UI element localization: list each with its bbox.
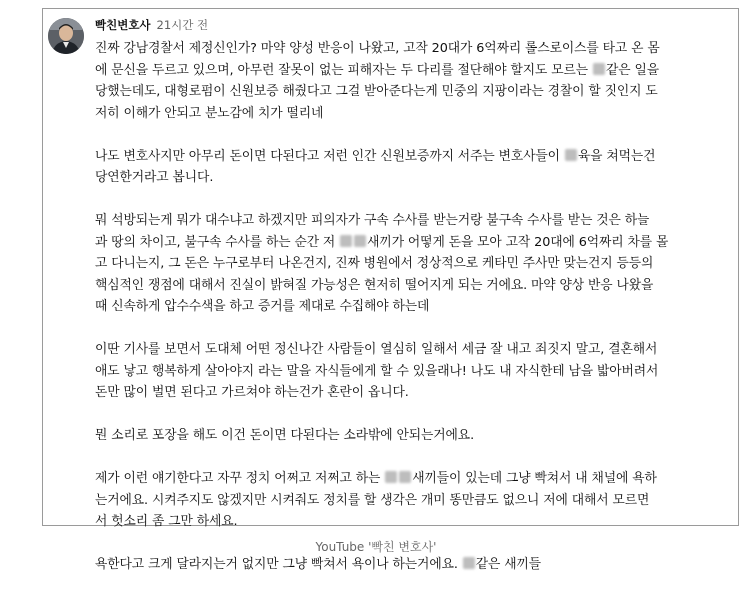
comment-line — [95, 468, 735, 490]
censored-text-blur — [340, 235, 352, 247]
comment-text-segment: 뭐 석방되는게 뭐가 대수냐고 하겠지만 피의자가 구속 수사를 받는거랑 불구속 수사를 받는 것은 하늘 — [95, 213, 650, 228]
comment-line — [95, 361, 735, 383]
comment-text-segment: 당했는데도, 대형로펌이 신원보증 해줬다고 그걸 받아준다는게 민중의 지팡이라는 경찰이 할 짓인지 도 — [95, 84, 658, 99]
comment-text-segment: 진짜 강남경찰서 제정신인가? 마약 양성 반응이 나왔고, 고작 20대가 6억짜리 롤스로이스를 타고 온 몸 — [95, 41, 660, 56]
comment-text-segment: 이딴 기사를 보면서 도대체 어떤 정신나간 사람들이 열심히 일해서 세금 잘 내고 죄짓지 말고, 결혼해서 — [95, 342, 658, 357]
comment-text-segment: 핵심적인 쟁점에 대해서 진실이 밝혀질 가능성은 현저히 떨어지게 되는 거에요. 마약 양상 반응 나왔을 — [95, 277, 654, 293]
comment-text-segment: 나도 변호사지만 아무리 돈이면 다된다고 저런 인간 신원보증까지 서주는 변호사들이 — [95, 148, 564, 164]
comment-text-segment: 같은 새끼들 — [475, 557, 542, 572]
comment-text-segment: 고 다니는지, 그 돈은 누구로부터 나온건지, 진짜 병원에서 정상적으로 케타민 주사만 맞는건지 등등의 — [95, 256, 654, 271]
censored-text-blur — [385, 471, 397, 483]
comment-line — [95, 38, 735, 60]
image-caption: YouTube '빡친 변호사' — [315, 540, 437, 554]
comment-text-segment: 애도 낳고 행복하게 살아야지 라는 말을 자식들에게 할 수 있을래나! 나도 내 자식한테 남을 밟아버려서 — [95, 363, 659, 379]
comment-paragraph — [95, 468, 735, 533]
comment-text-segment: 과 땅의 차이고, 불구속 수사를 하는 순간 저 — [95, 234, 340, 250]
comment-text-segment: 에 문신을 두르고 있으며, 아무런 잘못이 없는 피해자는 두 다리를 절단해야 할지도 모르는 — [95, 62, 592, 78]
comment-text-segment: 욕한다고 크게 달라지는거 없지만 그냥 빡쳐서 욕이나 하는거에요. — [95, 557, 462, 572]
comment-text-segment: 제가 이런 얘기한다고 자꾸 정치 어쩌고 저쩌고 하는 — [95, 471, 385, 486]
comment-line — [95, 103, 735, 125]
censored-text-blur — [565, 149, 577, 161]
comment-line — [95, 490, 735, 512]
comment-text-segment: 새끼들이 있는데 그냥 빡쳐서 내 채널에 욕하 — [412, 471, 657, 486]
comment-text-segment: 새끼가 어떻게 돈을 모아 고작 20대에 6억짜리 차를 몰 — [367, 234, 669, 250]
comment-paragraph — [95, 339, 735, 404]
comment-paragraph — [95, 38, 735, 124]
comment-text — [95, 38, 735, 597]
comment-paragraph — [95, 425, 735, 447]
comment-line — [95, 232, 735, 254]
comment-line — [95, 210, 735, 232]
person-avatar-icon — [48, 18, 84, 54]
comment-line — [95, 382, 735, 404]
comment-line — [95, 275, 735, 297]
comment-line — [95, 511, 735, 533]
comment-text-segment: 당연한거라고 봅니다. — [95, 170, 214, 185]
censored-text-blur — [463, 557, 475, 569]
comment-text-segment: 같은 일을 — [605, 62, 659, 78]
author-avatar[interactable] — [48, 18, 84, 54]
comment-line — [95, 339, 735, 361]
comment-paragraph — [95, 146, 735, 189]
comment-line — [95, 425, 735, 447]
comment-text-segment: 뭔 소리로 포장을 해도 이건 돈이면 다된다는 소라밖에 안되는거에요. — [95, 428, 475, 443]
comment-text-segment: 서 헛소리 좀 그만 하세요. — [95, 514, 238, 529]
censored-text-blur — [399, 471, 411, 483]
comment-line — [95, 81, 735, 103]
comment-timestamp[interactable]: 21시간 전 — [156, 18, 209, 32]
censored-text-blur — [593, 63, 605, 75]
comment-line — [95, 253, 735, 275]
comment-paragraph — [95, 210, 735, 318]
comment-text-segment: 돈만 많이 벌면 된다고 가르쳐야 하는건가 혼란이 옵니다. — [95, 385, 409, 400]
comment-line — [95, 296, 735, 318]
censored-text-blur — [354, 235, 366, 247]
comment-text-segment: 저히 이해가 안되고 분노감에 치가 떨리네 — [95, 105, 324, 121]
comment-line — [95, 167, 735, 189]
comment-header — [95, 18, 208, 32]
comment-line — [95, 146, 735, 168]
comment-text-segment: 때 신속하게 압수수색을 하고 증거를 제대로 수집해야 하는데 — [95, 299, 430, 314]
comment-text-segment: 육을 쳐먹는건 — [577, 148, 656, 164]
comment-line — [95, 60, 735, 82]
comment-text-segment: 는거에요. 시켜주지도 않겠지만 시켜줘도 정치를 할 생각은 개미 똥만큼도 없으니 저에 대해서 모르면 — [95, 492, 650, 508]
author-name[interactable]: 빡친변호사 — [95, 18, 151, 32]
